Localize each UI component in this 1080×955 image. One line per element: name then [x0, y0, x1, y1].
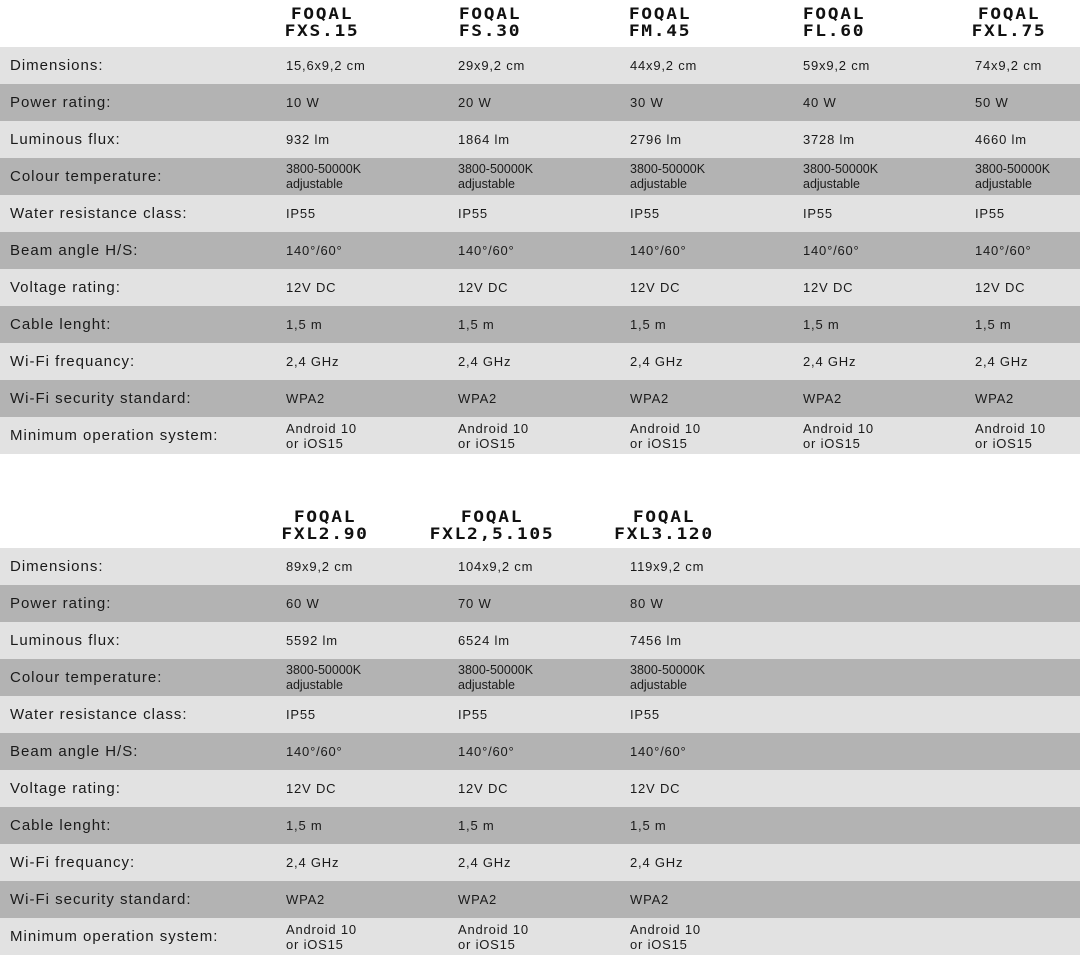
spec-value-line: or iOS15 [458, 936, 516, 952]
spec-value-line: adjustable [803, 176, 860, 191]
spec-value [975, 269, 1025, 306]
spec-value [458, 195, 488, 232]
spec-value [286, 844, 339, 881]
spec-label: Voltage rating: [10, 279, 121, 296]
spec-value-line: 1,5 m [458, 818, 495, 833]
spec-value [975, 417, 1046, 454]
spec-value-line: Android 10 [975, 420, 1046, 436]
spec-value [286, 696, 316, 733]
spec-value [286, 306, 323, 343]
spec-value-line: 29x9,2 cm [458, 58, 526, 73]
spec-value [458, 380, 497, 417]
spec-value-line: 3800-50000K [458, 662, 534, 677]
spec-value-line: Android 10 [286, 420, 357, 436]
spec-value [458, 232, 515, 269]
spec-value [803, 47, 870, 84]
spec-label: Water resistance class: [10, 706, 188, 723]
spec-value-line: 140°/60° [975, 243, 1032, 258]
spec-label: Wi-Fi security standard: [10, 891, 192, 908]
spec-value-line: 1,5 m [630, 818, 667, 833]
spec-value-line: Android 10 [630, 921, 701, 937]
spec-label: Colour temperature: [10, 669, 163, 686]
spec-value-line: WPA2 [286, 892, 326, 907]
model-heading-fxs-15 [244, 5, 401, 39]
spec-label: Power rating: [10, 94, 112, 111]
spec-row-dimensions [0, 548, 1080, 585]
spec-value [458, 844, 511, 881]
spec-value-line: 12V DC [458, 280, 509, 295]
spec-row-luminous-flux [0, 121, 1080, 158]
spec-label: Power rating: [10, 595, 112, 612]
spec-value [286, 232, 343, 269]
spec-value [803, 195, 833, 232]
spec-value-line: 30 W [630, 95, 664, 110]
spec-value-line: 59x9,2 cm [803, 58, 871, 73]
spec-value [286, 84, 320, 121]
spec-value-line: 12V DC [458, 781, 509, 796]
spec-value-line: 2,4 GHz [630, 855, 684, 870]
spec-label: Minimum operation system: [10, 928, 219, 945]
spec-value-line: IP55 [286, 206, 316, 221]
spec-value-line: WPA2 [975, 391, 1015, 406]
spec-table-2 [0, 503, 1080, 955]
spec-value-line: WPA2 [630, 391, 670, 406]
spec-row-cable-lenght [0, 807, 1080, 844]
spec-value [803, 306, 840, 343]
spec-value-line: IP55 [975, 206, 1005, 221]
spec-value [975, 306, 1012, 343]
spec-value-line: IP55 [630, 707, 660, 722]
spec-value-line: adjustable [458, 677, 515, 692]
brand-name: FOQAL [460, 507, 524, 526]
spec-value-line: 12V DC [630, 781, 681, 796]
spec-value-line: 2,4 GHz [975, 354, 1029, 369]
spec-label: Luminous flux: [10, 632, 121, 649]
brand-name: FOQAL [632, 507, 696, 526]
spec-value-line: 5592 lm [286, 633, 338, 648]
spec-value [630, 622, 682, 659]
spec-value-line: 1,5 m [975, 317, 1012, 332]
spec-value [630, 269, 680, 306]
spec-value [630, 807, 667, 844]
model-name: FL.60 [802, 21, 866, 40]
spec-value-line: 12V DC [630, 280, 681, 295]
spec-label: Luminous flux: [10, 131, 121, 148]
spec-row-voltage-rating [0, 770, 1080, 807]
spec-value [630, 844, 683, 881]
spec-value [803, 380, 842, 417]
spec-value-line: adjustable [458, 176, 515, 191]
spec-value-line: or iOS15 [286, 435, 344, 451]
spec-value-line: 12V DC [286, 781, 337, 796]
spec-value-line: 74x9,2 cm [975, 58, 1043, 73]
spec-value [630, 195, 660, 232]
spec-value-line: 1,5 m [286, 818, 323, 833]
spec-value-line: IP55 [458, 707, 488, 722]
spec-row-minimum-operation-system [0, 417, 1080, 454]
spec-value-line: adjustable [630, 677, 687, 692]
spec-value [458, 47, 525, 84]
spec-value-line: 140°/60° [458, 243, 515, 258]
spec-row-beam-angle-h-s [0, 733, 1080, 770]
spec-value [630, 696, 660, 733]
spec-value-line: 104x9,2 cm [458, 559, 534, 574]
spec-row-luminous-flux [0, 622, 1080, 659]
spec-value [458, 417, 529, 454]
spec-table-1 [0, 0, 1080, 454]
model-name: FXL3.120 [614, 524, 714, 543]
spec-value [458, 306, 495, 343]
spec-value-line: 3800-50000K [286, 662, 362, 677]
spec-value-line: 140°/60° [630, 744, 687, 759]
brand-name: FOQAL [290, 4, 354, 23]
model-name: FXS.15 [284, 21, 360, 40]
spec-value [286, 380, 325, 417]
spec-value [286, 659, 361, 696]
spec-value-line: adjustable [975, 176, 1032, 191]
spec-value [286, 918, 357, 955]
spec-value-line: 60 W [286, 596, 320, 611]
spec-value-line: Android 10 [458, 420, 529, 436]
spec-value [286, 417, 357, 454]
spec-value-line: 1,5 m [458, 317, 495, 332]
spec-value-line: 12V DC [803, 280, 854, 295]
spec-value [803, 232, 860, 269]
spec-value [975, 158, 1050, 195]
spec-value-line: IP55 [630, 206, 660, 221]
spec-value [458, 548, 533, 585]
spec-value-line: IP55 [286, 707, 316, 722]
spec-row-power-rating [0, 84, 1080, 121]
spec-value-line: 40 W [803, 95, 837, 110]
spec-value [458, 881, 497, 918]
spec-value [286, 269, 336, 306]
spec-value-line: 2,4 GHz [286, 354, 340, 369]
model-heading-fxl3-120 [586, 508, 743, 542]
spec-value [286, 807, 323, 844]
spec-value-line: 70 W [458, 596, 492, 611]
spec-value [630, 380, 669, 417]
spec-value [803, 269, 853, 306]
spec-value-line: 15,6x9,2 cm [286, 58, 366, 73]
spec-value [458, 343, 511, 380]
spec-value-line: 3800-50000K [975, 161, 1051, 176]
spec-value-line: 1,5 m [630, 317, 667, 332]
spec-value [458, 269, 508, 306]
model-name: FXL.75 [971, 21, 1047, 40]
spec-value [286, 733, 343, 770]
spec-value-line: 50 W [975, 95, 1009, 110]
spec-value-line: 2,4 GHz [630, 354, 684, 369]
model-heading-fs-30 [412, 5, 569, 39]
spec-value [630, 158, 705, 195]
spec-rows [0, 47, 1080, 454]
spec-value [975, 232, 1032, 269]
spec-row-wi-fi-security-standard [0, 881, 1080, 918]
spec-row-cable-lenght [0, 306, 1080, 343]
brand-name: FOQAL [458, 4, 522, 23]
model-name: FM.45 [628, 21, 692, 40]
spec-value-line: 2796 lm [630, 132, 682, 147]
spec-label: Wi-Fi frequancy: [10, 353, 136, 370]
spec-row-colour-temperature [0, 158, 1080, 195]
spec-label: Voltage rating: [10, 780, 121, 797]
spec-value-line: 140°/60° [286, 744, 343, 759]
model-name: FS.30 [458, 21, 522, 40]
spec-value [630, 918, 701, 955]
spec-label: Cable lenght: [10, 817, 112, 834]
spec-value [975, 195, 1005, 232]
spec-value-line: or iOS15 [630, 435, 688, 451]
spec-value-line: Android 10 [630, 420, 701, 436]
spec-label: Beam angle H/S: [10, 743, 139, 760]
spec-value [458, 918, 529, 955]
spec-value [803, 158, 878, 195]
spec-value-line: or iOS15 [803, 435, 861, 451]
spec-value-line: 3728 lm [803, 132, 855, 147]
spec-value-line: 119x9,2 cm [630, 559, 705, 574]
spec-value-line: 12V DC [286, 280, 337, 295]
spec-value-line: Android 10 [458, 921, 529, 937]
brand-name: FOQAL [802, 4, 866, 23]
spec-value [458, 121, 510, 158]
spec-row-dimensions [0, 47, 1080, 84]
spec-value-line: 3800-50000K [803, 161, 879, 176]
model-heading-fxl2-90 [247, 508, 404, 542]
spec-value-line: 2,4 GHz [803, 354, 857, 369]
spec-value [630, 84, 664, 121]
spec-value-line: 2,4 GHz [458, 855, 512, 870]
spec-value-line: Android 10 [286, 921, 357, 937]
spec-row-colour-temperature [0, 659, 1080, 696]
spec-value-line: 12V DC [975, 280, 1026, 295]
spec-value-line: 3800-50000K [458, 161, 534, 176]
spec-value [286, 195, 316, 232]
spec-label: Water resistance class: [10, 205, 188, 222]
spec-row-beam-angle-h-s [0, 232, 1080, 269]
spec-value-line: IP55 [803, 206, 833, 221]
spec-value [458, 659, 533, 696]
spec-label: Beam angle H/S: [10, 242, 139, 259]
spec-row-wi-fi-security-standard [0, 380, 1080, 417]
spec-value-line: 44x9,2 cm [630, 58, 698, 73]
model-name: FXL2,5.105 [429, 524, 555, 543]
model-heading-fl-60 [756, 5, 913, 39]
spec-value-line: 3800-50000K [630, 662, 706, 677]
model-heading-fxl-75 [931, 5, 1080, 39]
spec-label: Dimensions: [10, 57, 104, 74]
model-heading-fm-45 [582, 5, 739, 39]
spec-value [630, 770, 680, 807]
spec-value [803, 121, 855, 158]
spec-value-line: 20 W [458, 95, 492, 110]
brand-name: FOQAL [977, 4, 1041, 23]
spec-value-line: 80 W [630, 596, 664, 611]
spec-value-line: adjustable [286, 677, 343, 692]
spec-value-line: 1,5 m [286, 317, 323, 332]
spec-value [975, 380, 1014, 417]
spec-value-line: 3800-50000K [286, 161, 362, 176]
spec-value-line: 140°/60° [286, 243, 343, 258]
model-name: FXL2.90 [281, 524, 369, 543]
spec-value-line: 3800-50000K [630, 161, 706, 176]
spec-value [630, 659, 705, 696]
spec-value-line: 140°/60° [630, 243, 687, 258]
spec-value-line: 89x9,2 cm [286, 559, 354, 574]
spec-value-line: 6524 lm [458, 633, 510, 648]
spec-value-line: 4660 lm [975, 132, 1027, 147]
spec-value-line: 7456 lm [630, 633, 682, 648]
spec-value-line: or iOS15 [286, 936, 344, 952]
spec-value-line: WPA2 [458, 892, 498, 907]
spec-value [458, 770, 508, 807]
spec-value [458, 84, 492, 121]
spec-value-line: adjustable [630, 176, 687, 191]
model-header-row [0, 0, 1080, 47]
spec-value [458, 158, 533, 195]
spec-value [458, 807, 495, 844]
spec-value [286, 121, 330, 158]
spec-row-wi-fi-frequancy [0, 343, 1080, 380]
spec-value-line: 140°/60° [803, 243, 860, 258]
spec-value [630, 121, 682, 158]
spec-value-line: or iOS15 [630, 936, 688, 952]
spec-value [975, 84, 1009, 121]
spec-value [286, 770, 336, 807]
spec-row-water-resistance-class [0, 195, 1080, 232]
spec-label: Minimum operation system: [10, 427, 219, 444]
spec-value [286, 622, 338, 659]
spec-value-line: WPA2 [458, 391, 498, 406]
model-heading-fxl2-5-105 [414, 508, 571, 542]
spec-value [458, 585, 492, 622]
spec-value-line: 2,4 GHz [286, 855, 340, 870]
spec-label: Colour temperature: [10, 168, 163, 185]
spec-value-line: 1,5 m [803, 317, 840, 332]
spec-value [286, 585, 320, 622]
model-header-row [0, 503, 1080, 548]
spec-value [630, 306, 667, 343]
spec-row-power-rating [0, 585, 1080, 622]
spec-value-line: 1864 lm [458, 132, 510, 147]
spec-label: Wi-Fi security standard: [10, 390, 192, 407]
spec-label: Dimensions: [10, 558, 104, 575]
spec-value [458, 733, 515, 770]
spec-value-line: adjustable [286, 176, 343, 191]
spec-value [458, 622, 510, 659]
spec-value-line: 932 lm [286, 132, 330, 147]
spec-value [630, 417, 701, 454]
spec-value [975, 343, 1028, 380]
spec-value-line: WPA2 [803, 391, 843, 406]
brand-name: FOQAL [293, 507, 357, 526]
spec-value [286, 158, 361, 195]
spec-value [286, 343, 339, 380]
spec-rows [0, 548, 1080, 955]
spec-value [630, 548, 704, 585]
spec-value-line: or iOS15 [458, 435, 516, 451]
spec-value-line: WPA2 [630, 892, 670, 907]
spec-label: Cable lenght: [10, 316, 112, 333]
spec-value-line: 140°/60° [458, 744, 515, 759]
spec-value-line: Android 10 [803, 420, 874, 436]
spec-value [286, 47, 366, 84]
spec-value-line: WPA2 [286, 391, 326, 406]
spec-row-voltage-rating [0, 269, 1080, 306]
spec-value-line: 10 W [286, 95, 320, 110]
spec-value [630, 343, 683, 380]
spec-value [630, 232, 687, 269]
spec-label: Wi-Fi frequancy: [10, 854, 136, 871]
spec-value-line: or iOS15 [975, 435, 1033, 451]
spec-value [975, 47, 1042, 84]
spec-value-line: 2,4 GHz [458, 354, 512, 369]
spec-value-line: IP55 [458, 206, 488, 221]
spec-row-water-resistance-class [0, 696, 1080, 733]
spec-value [458, 696, 488, 733]
spec-value [975, 121, 1027, 158]
spec-value [286, 548, 353, 585]
spec-value [630, 881, 669, 918]
spec-row-minimum-operation-system [0, 918, 1080, 955]
spec-value [630, 47, 697, 84]
spec-value [803, 417, 874, 454]
spec-value [803, 343, 856, 380]
spec-value [630, 585, 664, 622]
spec-row-wi-fi-frequancy [0, 844, 1080, 881]
brand-name: FOQAL [628, 4, 692, 23]
spec-value [630, 733, 687, 770]
spec-value [803, 84, 837, 121]
spec-value [286, 881, 325, 918]
